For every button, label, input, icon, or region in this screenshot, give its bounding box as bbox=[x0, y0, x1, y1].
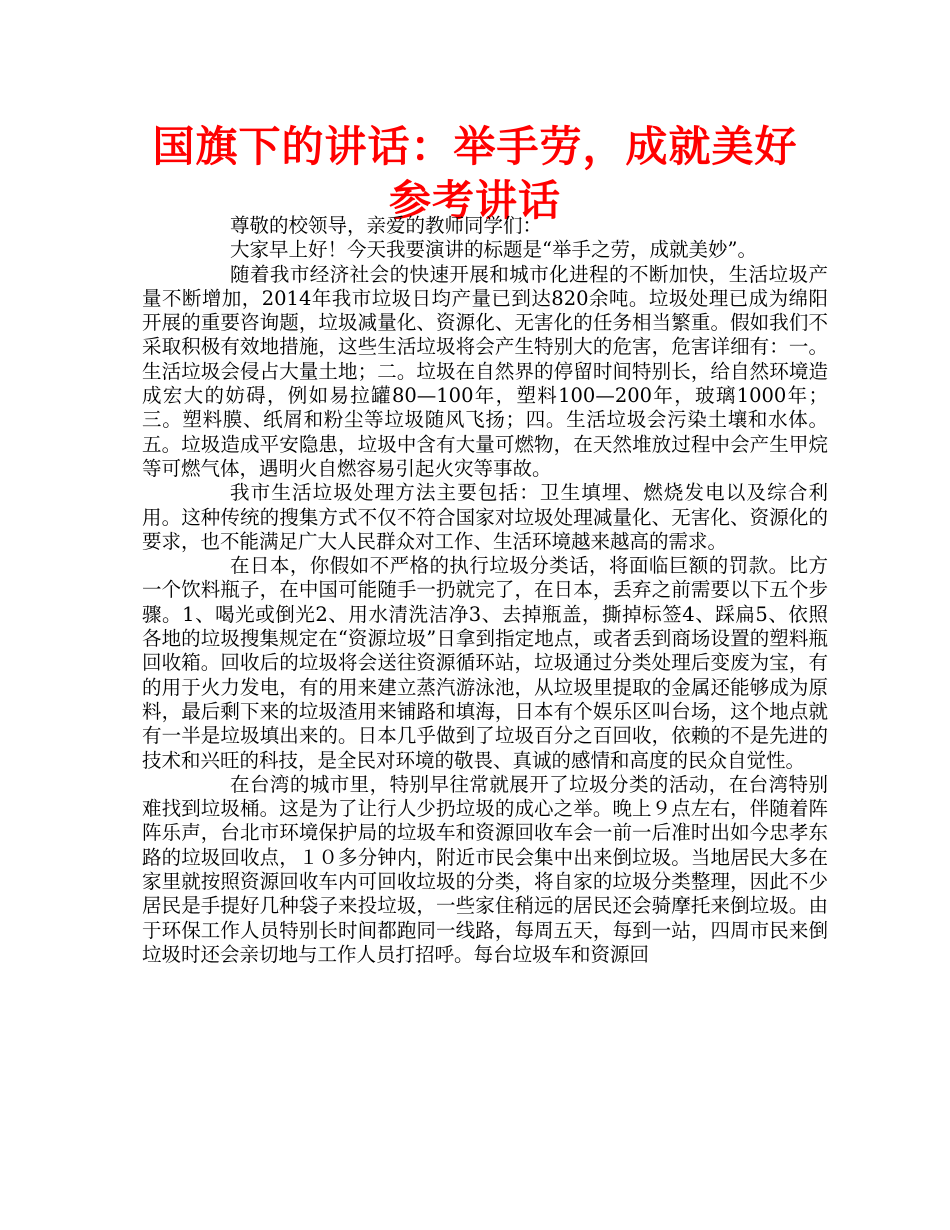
body-paragraph: 我市生活垃圾处理方法主要包括：卫生填埋、燃烧发电以及综合利用。这种传统的搜集方式不仅不符合国家对垃圾处理减量化、无害化、资源化的要求，也不能满足广大人民群众对工作、生活环境越来越高的需求。 bbox=[142, 481, 828, 553]
body-paragraph: 随着我市经济社会的快速开展和城市化进程的不断加快，生活垃圾产量不断增加，2014年我市垃圾日均产量已到达820余吨。垃圾处理已成为绵阳开展的重要咨询题，垃圾减量化、资源化、无害化的任务相当繁重。假如我们不采取积极有效地措施，这些生活垃圾将会产生特别大的危害，危害详细有：一。生活垃圾会侵占大量土地；二。垃圾在自然界的停留时间特别长，给自然环境造成宏大的妨碍，例如易拉罐80—100年，塑料100—200年，玻璃1000年；三。塑料膜、纸屑和粉尘等垃圾随风飞扬；四。生活垃圾会污染土壤和水体。五。垃圾造成平安隐患，垃圾中含有大量可燃物，在天然堆放过程中会产生甲烷等可燃气体，遇明火自燃容易引起火灾等事故。 bbox=[142, 262, 828, 480]
body-paragraph: 在日本，你假如不严格的执行垃圾分类话，将面临巨额的罚款。比方一个饮料瓶子，在中国可能随手一扔就完了，在日本，丢弃之前需要以下五个步骤。1、喝光或倒光2、用水清洗洁净3、去掉瓶盖，撕掉标签4、踩扁5、依照各地的垃圾搜集规定在“资源垃圾”日拿到指定地点，或者丢到商场设置的塑料瓶回收箱。回收后的垃圾将会送往资源循环站，垃圾通过分类处理后变废为宝，有的用于火力发电，有的用来建立蒸汽游泳池，从垃圾里提取的金属还能够成为原料，最后剩下来的垃圾渣用来铺路和填海，日本有个娱乐区叫台场，这个地点就有一半是垃圾填出来的。日本几乎做到了垃圾百分之百回收，依赖的不是先进的技术和兴旺的科技，是全民对环境的敬畏、真诚的感情和高度的民众自觉性。 bbox=[142, 554, 828, 772]
salutation-paragraph: 尊敬的校领导，亲爱的教师同学们： bbox=[230, 214, 543, 237]
document-body bbox=[142, 214, 828, 967]
greeting-paragraph: 大家早上好！今天我要演讲的标题是“举手之劳，成就美妙”。 bbox=[230, 238, 757, 262]
page-title: 国旗下的讲话：举手劳，成就美好参考讲话 bbox=[152, 122, 798, 225]
body-paragraph: 在台湾的城市里，特别早往常就展开了垃圾分类的活动，在台湾特别难找到垃圾桶。这是为了让行人少扔垃圾的成心之举。晚上９点左右，伴随着阵阵乐声，台北市环境保护局的垃圾车和资源回收车会一前一后准时出如今忠孝东路的垃圾回收点，１０多分钟内，附近市民会集中出来倒垃圾。当地居民大多在家里就按照资源回收车内可回收垃圾的分类，将自家的垃圾分类整理，因此不少居民是手提好几种袋子来投垃圾，一些家住稍远的居民还会骑摩托来倒垃圾。由于环保工作人员特别长时间都跑同一线路，每周五天，每到一站，四周市民来倒垃圾时还会亲切地与工作人员打招呼。每台垃圾车和资源回 bbox=[142, 772, 828, 966]
